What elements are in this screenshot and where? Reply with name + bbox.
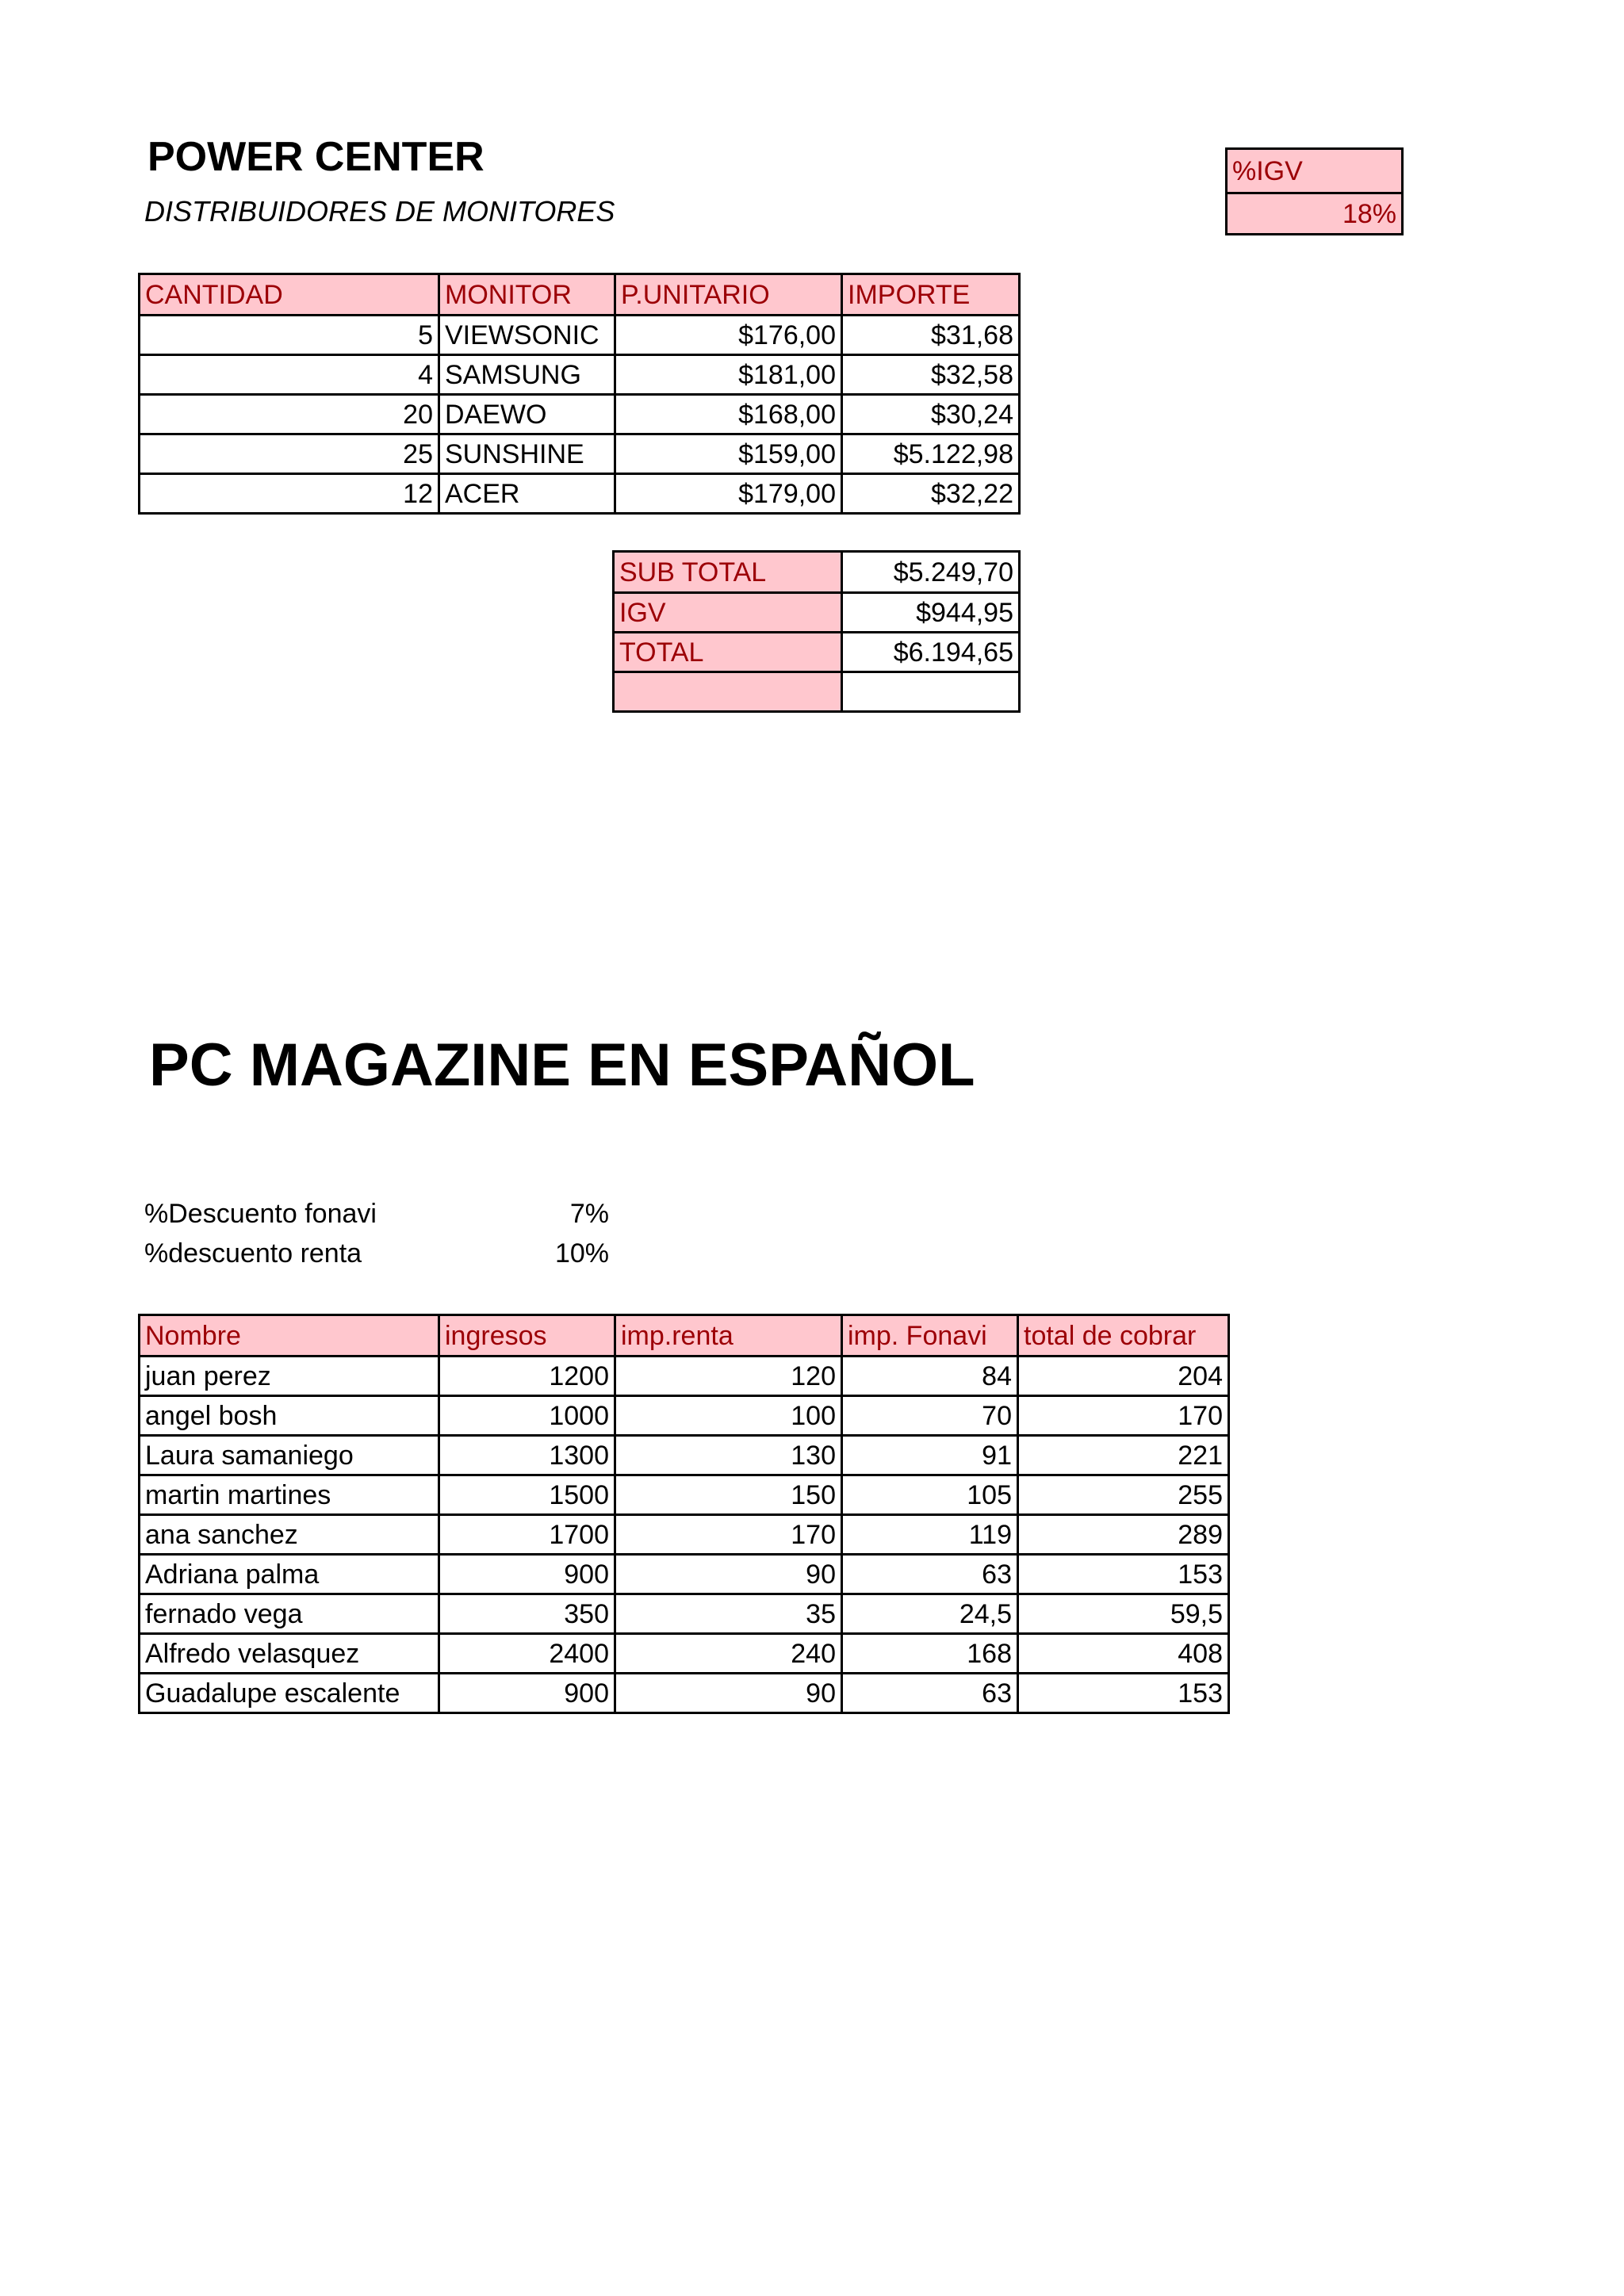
cell-nombre[interactable]: Laura samaniego bbox=[140, 1436, 439, 1475]
cell-nombre[interactable]: ana sanchez bbox=[140, 1515, 439, 1555]
cell-unitario[interactable]: $179,00 bbox=[615, 474, 842, 514]
table-row bbox=[140, 1396, 1229, 1436]
table-row bbox=[140, 1594, 1229, 1634]
discount-fonavi-label[interactable]: %Descuento fonavi bbox=[144, 1199, 377, 1229]
cell-total[interactable]: 221 bbox=[1018, 1436, 1229, 1475]
igv-rate-box bbox=[1225, 147, 1404, 235]
page-title-power-center: POWER CENTER bbox=[147, 134, 485, 180]
cell-cantidad[interactable]: 20 bbox=[140, 395, 439, 434]
igv-rate-label[interactable]: %IGV bbox=[1227, 149, 1403, 193]
cell-renta[interactable]: 90 bbox=[615, 1674, 842, 1713]
cell-fonavi[interactable]: 63 bbox=[842, 1555, 1018, 1594]
igv-rate-value-row bbox=[1227, 193, 1403, 235]
cell-cantidad[interactable]: 5 bbox=[140, 316, 439, 355]
cell-ingresos[interactable]: 1300 bbox=[439, 1436, 615, 1475]
cell-renta[interactable]: 120 bbox=[615, 1357, 842, 1396]
cell-ingresos[interactable]: 900 bbox=[439, 1555, 615, 1594]
cell-cantidad[interactable]: 12 bbox=[140, 474, 439, 514]
cell-unitario[interactable]: $159,00 bbox=[615, 434, 842, 474]
cell-monitor[interactable]: DAEWO bbox=[439, 395, 615, 434]
subtotal-value[interactable]: $5.249,70 bbox=[842, 552, 1020, 593]
cell-nombre[interactable]: juan perez bbox=[140, 1357, 439, 1396]
table-row bbox=[140, 474, 1020, 514]
cell-total[interactable]: 289 bbox=[1018, 1515, 1229, 1555]
cell-total[interactable]: 153 bbox=[1018, 1674, 1229, 1713]
header-imp-renta[interactable]: imp.renta bbox=[615, 1315, 842, 1357]
totals-row-empty bbox=[614, 672, 1020, 712]
cell-nombre[interactable]: angel bosh bbox=[140, 1396, 439, 1436]
header-ingresos[interactable]: ingresos bbox=[439, 1315, 615, 1357]
table-row bbox=[140, 395, 1020, 434]
table-row bbox=[140, 1555, 1229, 1594]
cell-monitor[interactable]: SAMSUNG bbox=[439, 355, 615, 395]
cell-renta[interactable]: 100 bbox=[615, 1396, 842, 1436]
igv-rate-header-row bbox=[1227, 149, 1403, 193]
cell-fonavi[interactable]: 63 bbox=[842, 1674, 1018, 1713]
table-row bbox=[140, 316, 1020, 355]
header-total-cobrar[interactable]: total de cobrar bbox=[1018, 1315, 1229, 1357]
cell-cantidad[interactable]: 4 bbox=[140, 355, 439, 395]
payroll-header-row bbox=[140, 1315, 1229, 1357]
cell-ingresos[interactable]: 1700 bbox=[439, 1515, 615, 1555]
cell-importe[interactable]: $5.122,98 bbox=[842, 434, 1020, 474]
cell-renta[interactable]: 35 bbox=[615, 1594, 842, 1634]
cell-nombre[interactable]: Alfredo velasquez bbox=[140, 1634, 439, 1674]
cell-ingresos[interactable]: 2400 bbox=[439, 1634, 615, 1674]
cell-renta[interactable]: 130 bbox=[615, 1436, 842, 1475]
header-nombre[interactable]: Nombre bbox=[140, 1315, 439, 1357]
empty-value-cell[interactable] bbox=[842, 672, 1020, 712]
cell-fonavi[interactable]: 91 bbox=[842, 1436, 1018, 1475]
cell-renta[interactable]: 170 bbox=[615, 1515, 842, 1555]
table-row bbox=[140, 1436, 1229, 1475]
payroll-table bbox=[138, 1314, 1230, 1714]
empty-label-cell[interactable] bbox=[614, 672, 842, 712]
table-row bbox=[140, 1515, 1229, 1555]
table-row bbox=[140, 1357, 1229, 1396]
cell-importe[interactable]: $32,22 bbox=[842, 474, 1020, 514]
igv-rate-value[interactable]: 18% bbox=[1227, 193, 1403, 235]
cell-monitor[interactable]: ACER bbox=[439, 474, 615, 514]
cell-nombre[interactable]: fernado vega bbox=[140, 1594, 439, 1634]
totals-row-igv bbox=[614, 593, 1020, 633]
cell-ingresos[interactable]: 1200 bbox=[439, 1357, 615, 1396]
cell-total[interactable]: 408 bbox=[1018, 1634, 1229, 1674]
cell-nombre[interactable]: Adriana palma bbox=[140, 1555, 439, 1594]
igv-value[interactable]: $944,95 bbox=[842, 593, 1020, 633]
cell-importe[interactable]: $30,24 bbox=[842, 395, 1020, 434]
total-value[interactable]: $6.194,65 bbox=[842, 633, 1020, 672]
header-cantidad[interactable]: CANTIDAD bbox=[140, 274, 439, 316]
table-row bbox=[140, 434, 1020, 474]
cell-renta[interactable]: 240 bbox=[615, 1634, 842, 1674]
page-title-pc-magazine: PC MAGAZINE EN ESPAÑOL bbox=[149, 1031, 975, 1099]
header-p-unitario[interactable]: P.UNITARIO bbox=[615, 274, 842, 316]
cell-fonavi[interactable]: 119 bbox=[842, 1515, 1018, 1555]
discount-renta-value[interactable]: 10% bbox=[554, 1238, 609, 1269]
discount-renta-label[interactable]: %descuento renta bbox=[144, 1238, 362, 1269]
cell-fonavi[interactable]: 24,5 bbox=[842, 1594, 1018, 1634]
cell-unitario[interactable]: $181,00 bbox=[615, 355, 842, 395]
cell-nombre[interactable]: Guadalupe escalente bbox=[140, 1674, 439, 1713]
totals-table bbox=[612, 550, 1021, 713]
cell-nombre[interactable]: martin martines bbox=[140, 1475, 439, 1515]
cell-ingresos[interactable]: 900 bbox=[439, 1674, 615, 1713]
discount-fonavi-value[interactable]: 7% bbox=[569, 1199, 609, 1229]
cell-ingresos[interactable]: 1000 bbox=[439, 1396, 615, 1436]
monitors-header-row bbox=[140, 274, 1020, 316]
cell-renta[interactable]: 150 bbox=[615, 1475, 842, 1515]
header-importe[interactable]: IMPORTE bbox=[842, 274, 1020, 316]
cell-unitario[interactable]: $176,00 bbox=[615, 316, 842, 355]
cell-importe[interactable]: $32,58 bbox=[842, 355, 1020, 395]
cell-fonavi[interactable]: 168 bbox=[842, 1634, 1018, 1674]
totals-row-subtotal bbox=[614, 552, 1020, 593]
header-monitor[interactable]: MONITOR bbox=[439, 274, 615, 316]
subtotal-label[interactable]: SUB TOTAL bbox=[614, 552, 842, 593]
cell-fonavi[interactable]: 70 bbox=[842, 1396, 1018, 1436]
table-row bbox=[140, 1475, 1229, 1515]
cell-fonavi[interactable]: 84 bbox=[842, 1357, 1018, 1396]
table-row bbox=[140, 355, 1020, 395]
total-label[interactable]: TOTAL bbox=[614, 633, 842, 672]
table-row bbox=[140, 1634, 1229, 1674]
cell-total[interactable]: 59,5 bbox=[1018, 1594, 1229, 1634]
cell-total[interactable]: 204 bbox=[1018, 1357, 1229, 1396]
cell-fonavi[interactable]: 105 bbox=[842, 1475, 1018, 1515]
cell-unitario[interactable]: $168,00 bbox=[615, 395, 842, 434]
cell-importe[interactable]: $31,68 bbox=[842, 316, 1020, 355]
cell-monitor[interactable]: SUNSHINE bbox=[439, 434, 615, 474]
cell-monitor[interactable]: VIEWSONIC bbox=[439, 316, 615, 355]
cell-ingresos[interactable]: 1500 bbox=[439, 1475, 615, 1515]
cell-total[interactable]: 170 bbox=[1018, 1396, 1229, 1436]
cell-ingresos[interactable]: 350 bbox=[439, 1594, 615, 1634]
cell-total[interactable]: 153 bbox=[1018, 1555, 1229, 1594]
cell-cantidad[interactable]: 25 bbox=[140, 434, 439, 474]
cell-renta[interactable]: 90 bbox=[615, 1555, 842, 1594]
cell-total[interactable]: 255 bbox=[1018, 1475, 1229, 1515]
table-row bbox=[140, 1674, 1229, 1713]
header-imp-fonavi[interactable]: imp. Fonavi bbox=[842, 1315, 1018, 1357]
igv-label[interactable]: IGV bbox=[614, 593, 842, 633]
totals-row-total bbox=[614, 633, 1020, 672]
subtitle-distribuidores: DISTRIBUIDORES DE MONITORES bbox=[144, 195, 615, 228]
monitors-table bbox=[138, 273, 1021, 515]
